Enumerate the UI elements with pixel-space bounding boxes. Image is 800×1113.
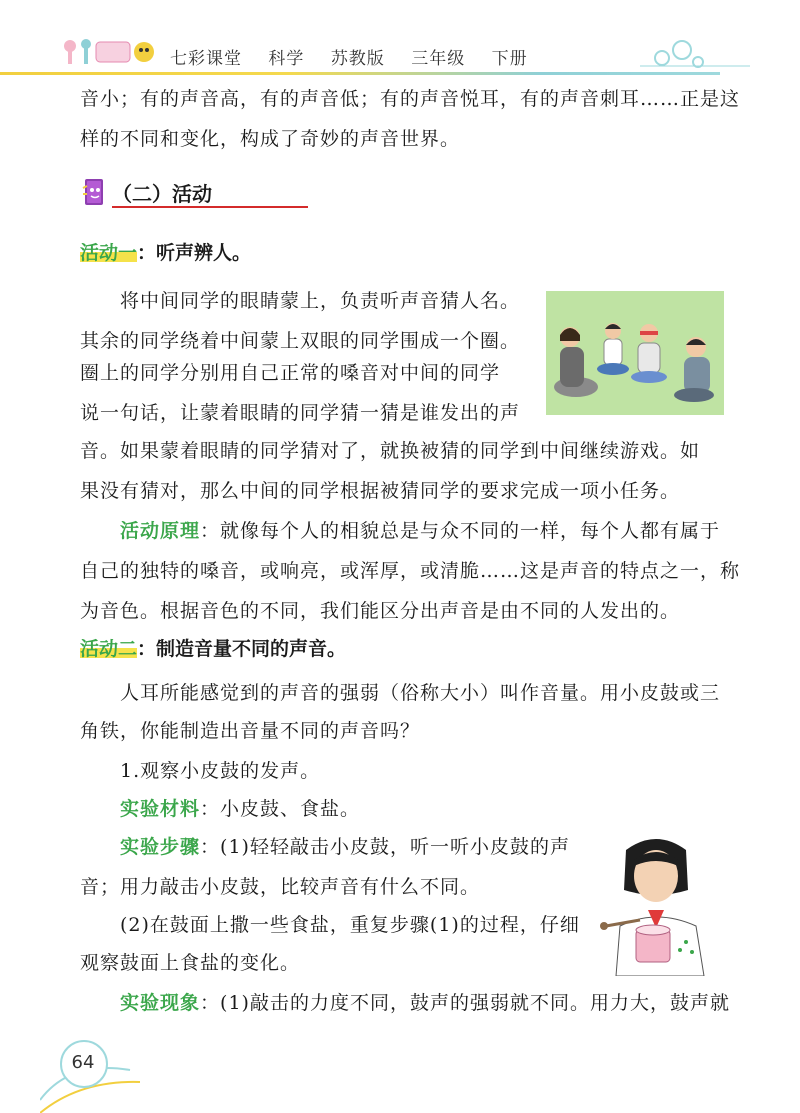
header-breadcrumb: [170, 44, 548, 69]
principle-line-3: 为音色。根据音色的不同，我们能区分出声音是由不同的人发出的。: [80, 600, 681, 622]
girl-with-drum-illustration: [596, 830, 722, 976]
principle-line-1: [80, 511, 724, 551]
steps-line-2: 音；用力敲击小皮鼓，比较声音有什么不同。: [80, 876, 481, 898]
series-logo-icon: [60, 34, 160, 68]
page-number: 64: [71, 1052, 95, 1073]
activity-1-line-1: 将中间同学的眼睛蒙上，负责听声音猜人名。: [80, 290, 521, 312]
materials-label: 实验材料: [120, 798, 201, 820]
activity-2-title: ：制造音量不同的声音。: [137, 638, 347, 660]
principle-line-2: 自己的独特的嗓音，或响亮，或浑厚，或清脆……这是声音的特点之一，称: [80, 560, 741, 582]
activity-1-line-4: 说一句话，让蒙着眼睛的同学猜一猜是谁发出的声: [80, 402, 521, 424]
steps-text-1: ：(1)轻轻敲击小皮鼓，听一听小皮鼓的声: [200, 836, 570, 858]
phenomenon-line-1: [80, 983, 730, 1023]
activity-2-tag: 活动二: [80, 638, 138, 660]
materials-text: ：小皮鼓、食盐。: [200, 798, 361, 820]
principle-text-1: ：就像每个人的相貌总是与众不同的一样，每个人都有属于: [200, 520, 721, 542]
activity-1-heading: [80, 233, 251, 273]
steps-label: 实验步骤: [120, 836, 201, 858]
activity-1-line-3: 圈上的同学分别用自己正常的嗓音对中间的同学: [80, 362, 501, 384]
activity-1-line-6: 果没有猜对，那么中间的同学根据被猜同学的要求完成一项小任务。: [80, 480, 681, 502]
steps-line-3: (2)在鼓面上撒一些食盐，重复步骤(1)的过程，仔细: [80, 914, 580, 936]
materials-line: [80, 789, 724, 829]
phenomenon-label: 实验现象: [120, 992, 201, 1014]
phenomenon-text: ：(1)敲击的力度不同，鼓声的强弱就不同。用力大，鼓声就: [200, 992, 730, 1014]
header-subject: 科学: [268, 49, 305, 69]
section-title-underline: [112, 206, 308, 208]
header-edition: 苏教版: [330, 49, 385, 69]
principle-label: 活动原理: [120, 520, 201, 542]
section-title: （二）活动: [112, 182, 212, 206]
activity-2-line-1: 人耳所能感觉到的声音的强弱（俗称大小）叫作音量。用小皮鼓或三: [80, 682, 721, 704]
activity-1-line-2: 其余的同学绕着中间蒙上双眼的同学围成一个圈。: [80, 330, 521, 352]
page-header: [0, 0, 800, 80]
header-series: 七彩课堂: [170, 49, 242, 69]
header-volume: 下册: [491, 49, 528, 69]
activity-2-line-2: 角铁，你能制造出音量不同的声音吗？: [80, 720, 421, 742]
activity-1-line-5: 音。如果蒙着眼睛的同学猜对了，就换被猜的同学到中间继续游戏。如: [80, 440, 701, 462]
intro-line-1: 音小；有的声音高，有的声音低；有的声音悦耳，有的声音刺耳……正是这: [80, 88, 741, 110]
header-grade: 三年级: [411, 49, 466, 69]
activity-2-heading: [80, 629, 346, 669]
header-divider: [0, 72, 720, 75]
bubbles-decoration-icon: [640, 36, 750, 76]
page-number-badge: [40, 1040, 140, 1113]
activity-2-line-3: 1.观察小皮鼓的发声。: [80, 760, 321, 782]
activity-1-tag: 活动一: [80, 242, 138, 264]
intro-line-2: 样的不同和变化，构成了奇妙的声音世界。: [80, 128, 461, 150]
steps-line-4: 观察鼓面上食盐的变化。: [80, 952, 301, 974]
activity-1-title: ：听声辨人。: [137, 242, 252, 264]
children-circle-illustration: [546, 291, 724, 415]
book-mascot-icon: [82, 176, 108, 208]
